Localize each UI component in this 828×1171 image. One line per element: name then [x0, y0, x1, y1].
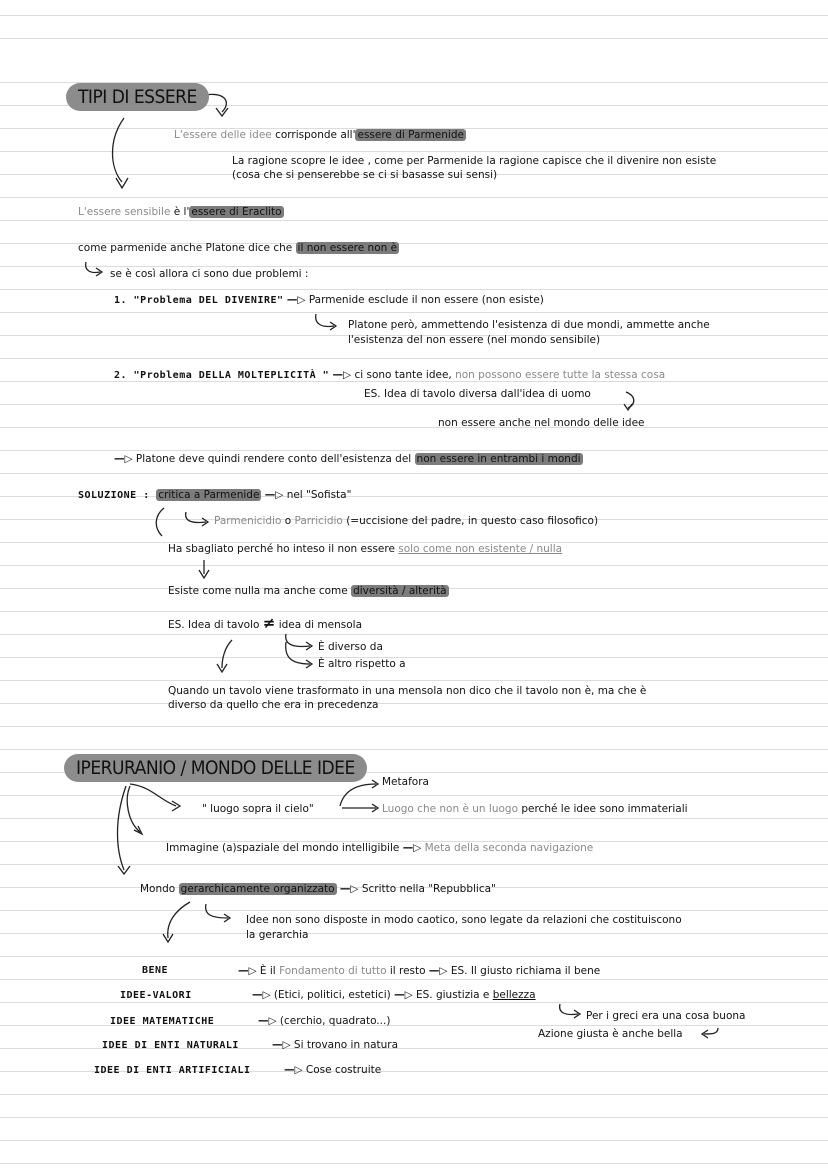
problem-2-b1: ES. Idea di tavolo diversa dall'idea di uomo — [364, 388, 591, 400]
problem-label: 1. "Problema DEL DIVENIRE" — [114, 295, 284, 306]
row-bene-label: BENE — [142, 965, 169, 976]
text-grey: L'essere sensibile — [78, 206, 171, 218]
line-due-problemi: se è così allora ci sono due problemi : — [110, 268, 309, 280]
text: Esiste come nulla ma anche come — [168, 585, 352, 597]
solution-label: SOLUZIONE : — [78, 490, 157, 501]
arrow-icon: —▷ — [114, 453, 133, 465]
text-grey: L'essere delle idee — [174, 129, 272, 141]
arrow-icon: —▷ — [402, 842, 422, 854]
arrow-icon: —▷ — [264, 489, 284, 501]
arrow-icon: —▷ — [284, 1064, 303, 1076]
text: (Etici, politici, estetici) — [273, 989, 391, 1001]
line-non-essere — [78, 241, 399, 255]
azione: Azione giusta è anche bella — [538, 1028, 683, 1040]
arrow-icon: —▷ — [258, 1015, 277, 1027]
problem-1-b1: Platone però, ammettendo l'esistenza di due mondi, ammette anche — [348, 319, 710, 331]
text: Immagine (a)spaziale del mondo intelligibile — [166, 842, 400, 854]
arrow-icon: —▷ — [252, 989, 271, 1001]
highlight: essere di Eraclito — [191, 206, 282, 218]
solution — [78, 488, 351, 503]
arrow-icon: —▷ — [339, 883, 359, 895]
text-grey: Parricidio — [294, 515, 343, 527]
arrow-icon: —▷ — [394, 989, 413, 1001]
text: il resto — [386, 965, 426, 977]
text: corrisponde all' — [271, 129, 356, 141]
text: È il — [259, 965, 280, 977]
text: ES. Il giusto richiama il bene — [450, 965, 601, 977]
row-valori-label: IDEE-VALORI — [120, 990, 192, 1001]
not-equal-icon: ≠ — [262, 614, 276, 632]
text-grey-underlined: solo come non esistente / nulla — [398, 543, 563, 555]
text: perché le idee sono immateriali — [518, 803, 688, 815]
problem-label: 2. "Problema DELLA MOLTEPLICITÀ " — [114, 370, 330, 381]
line-essere-idee — [174, 128, 466, 142]
arrow-icon: —▷ — [286, 294, 306, 306]
row-nat — [272, 1038, 398, 1052]
section-title-tipi-di-essere: TIPI DI ESSERE — [66, 83, 209, 111]
line-sensi: (cosa che si penserebbe se ci si basasse sui sensi) — [232, 169, 498, 181]
arrow-icon: —▷ — [238, 965, 257, 977]
text: ci sono tante idee, — [354, 369, 456, 381]
luogo-desc — [382, 802, 688, 816]
arrow-icon: —▷ — [428, 965, 448, 977]
text: o — [281, 515, 295, 527]
solution-b3 — [168, 584, 449, 598]
row-mat — [258, 1014, 390, 1028]
text: Parmenide esclude il non essere (non esiste) — [308, 294, 544, 306]
text: Si trovano in natura — [293, 1039, 399, 1051]
greci: Per i greci era una cosa buona — [586, 1010, 746, 1022]
solution-b1 — [214, 514, 598, 528]
metafora: Metafora — [382, 776, 429, 788]
text-grey: non possono essere tutte la stessa cosa — [455, 369, 666, 381]
text: (cerchio, quadrato...) — [279, 1015, 391, 1027]
text: ES. giustizia e — [415, 989, 493, 1001]
row-valori — [252, 988, 536, 1002]
row-bene — [238, 964, 600, 978]
idee-2: la gerarchia — [246, 929, 309, 941]
row-nat-label: IDEE DI ENTI NATURALI — [102, 1040, 239, 1051]
text: ES. Idea di tavolo — [168, 619, 260, 631]
problem-2-b2: non essere anche nel mondo delle idee — [438, 417, 645, 429]
highlight: diversità / alterità — [353, 585, 447, 597]
example-line — [168, 616, 362, 632]
immagine — [166, 841, 593, 855]
example-c1: È diverso da — [318, 641, 383, 653]
problem-2 — [114, 368, 665, 383]
row-art — [284, 1063, 381, 1077]
text: Cose costruite — [305, 1064, 382, 1076]
line-ragione: La ragione scopre le idee , come per Parmenide la ragione capisce che il divenire non esiste — [232, 155, 717, 167]
text: è l' — [170, 206, 190, 218]
section-title-iperuranio: IPERURANIO / MONDO DELLE IDEE — [64, 754, 367, 782]
text: (=uccisione del padre, in questo caso filosofico) — [342, 515, 599, 527]
highlight: il non essere non è — [297, 242, 398, 254]
text-grey: Luogo che non è un luogo — [382, 803, 518, 815]
text: nel "Sofista" — [286, 489, 352, 501]
arrow-icon: —▷ — [332, 369, 352, 381]
text: Ha sbagliato perché ho inteso il non essere — [168, 543, 399, 555]
quote-1: Quando un tavolo viene trasformato in una mensola non dico che il tavolo non è, ma che è — [168, 685, 647, 697]
highlight: essere di Parmenide — [357, 129, 464, 141]
idee-1: Idee non sono disposte in modo caotico, sono legate da relazioni che costituiscono — [246, 914, 682, 926]
solution-b2 — [168, 542, 562, 556]
text: Platone deve quindi rendere conto dell'esistenza del — [135, 453, 415, 465]
luogo: " luogo sopra il cielo" — [202, 803, 314, 815]
row-mat-label: IDEE MATEMATICHE — [110, 1016, 215, 1027]
text: come parmenide anche Platone dice che — [78, 242, 296, 254]
text-grey: Meta della seconda navigazione — [424, 842, 594, 854]
text: Mondo — [140, 883, 179, 895]
text-grey: Parmenicidio — [214, 515, 282, 527]
text: idea di mensola — [278, 619, 363, 631]
highlight: non essere in entrambi i mondi — [416, 453, 581, 465]
row-art-label: IDEE DI ENTI ARTIFICIALI — [94, 1065, 251, 1076]
example-c2: È altro rispetto a — [318, 658, 406, 670]
line-essere-sensibile — [78, 205, 284, 219]
mondo — [140, 882, 496, 896]
highlight: critica a Parmenide — [158, 489, 260, 501]
text-underlined: bellezza — [492, 989, 536, 1001]
problem-1 — [114, 293, 544, 308]
text: Scritto nella "Repubblica" — [361, 883, 496, 895]
highlight: gerarchicamente organizzato — [180, 883, 335, 895]
arrow-icon: —▷ — [272, 1039, 291, 1051]
text-grey: Fondamento di tutto — [279, 965, 387, 977]
conclusion — [114, 452, 583, 466]
quote-2: diverso da quello che era in precedenza — [168, 699, 379, 711]
problem-1-b2: l'esistenza del non essere (nel mondo sensibile) — [348, 334, 601, 346]
